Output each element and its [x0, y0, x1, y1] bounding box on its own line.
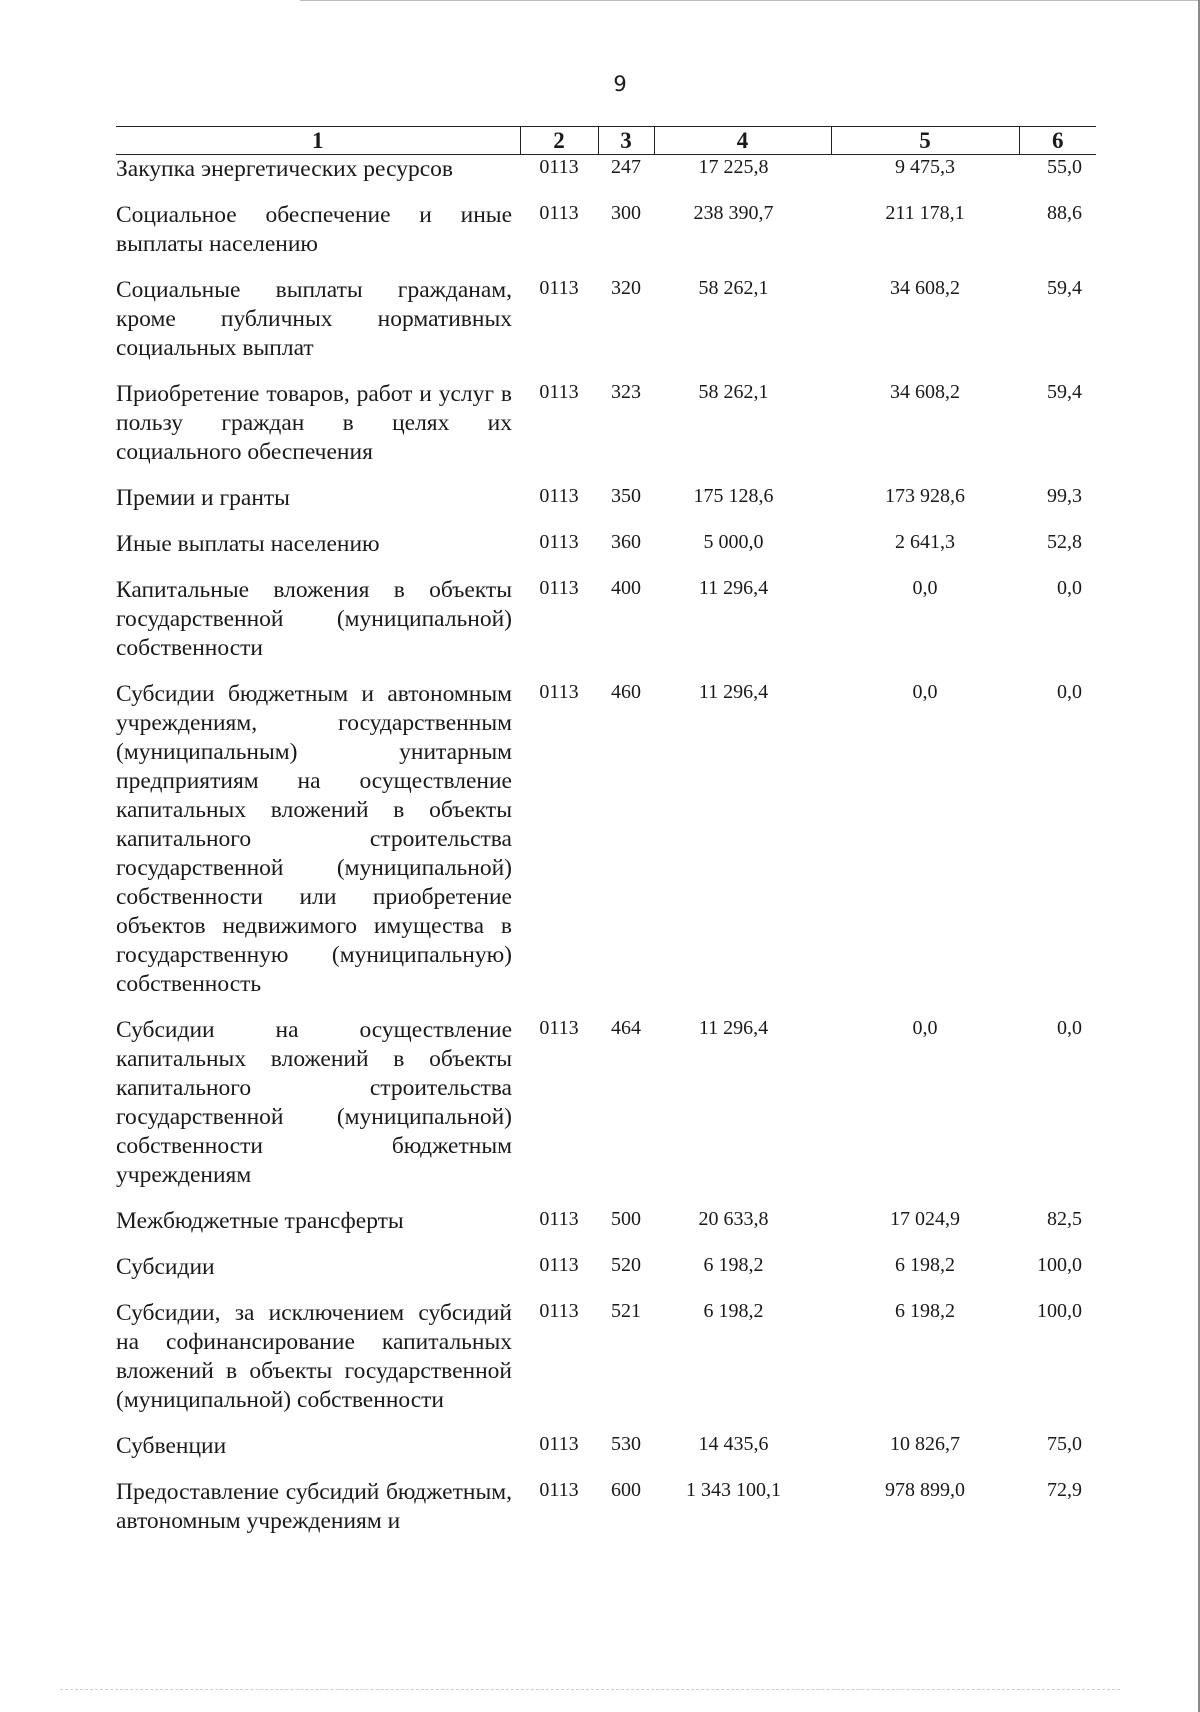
table-row — [116, 530, 1096, 576]
row-section: 0113 — [539, 1479, 579, 1501]
row-section: 0113 — [539, 1208, 579, 1230]
row-section: 0113 — [539, 531, 579, 553]
row-section: 0113 — [539, 1254, 579, 1276]
row-actual: 978 899,0 — [885, 1479, 965, 1501]
row-actual: 6 198,2 — [895, 1300, 955, 1322]
row-type: 323 — [611, 381, 641, 403]
row-actual: 173 928,6 — [885, 485, 965, 507]
row-actual: 34 608,2 — [890, 277, 960, 299]
row-type: 350 — [611, 485, 641, 507]
header-col-1: 1 — [116, 127, 520, 155]
scan-edge-bottom — [60, 1689, 1120, 1690]
row-name: Субсидии — [116, 1254, 215, 1280]
row-name: Межбюджетные трансферты — [116, 1208, 404, 1234]
row-plan: 20 633,8 — [698, 1208, 769, 1230]
table-row — [116, 1253, 1096, 1299]
row-type: 460 — [611, 681, 641, 703]
row-percent: 88,6 — [1047, 202, 1082, 224]
header-col-4: 4 — [654, 127, 831, 155]
header-col-2: 2 — [520, 127, 598, 155]
table-row — [116, 276, 1096, 380]
row-plan: 58 262,1 — [698, 381, 769, 403]
row-plan: 1 343 100,1 — [686, 1479, 781, 1501]
table-row — [116, 576, 1096, 680]
row-section: 0113 — [539, 485, 579, 507]
row-percent: 100,0 — [1037, 1254, 1082, 1276]
row-percent: 100,0 — [1037, 1300, 1082, 1322]
row-type: 300 — [611, 202, 641, 224]
page-number: 9 — [613, 72, 627, 96]
row-percent: 82,5 — [1047, 1208, 1082, 1230]
row-type: 500 — [611, 1208, 641, 1230]
table-row — [116, 155, 1096, 202]
row-type: 600 — [611, 1479, 641, 1501]
row-type: 360 — [611, 531, 641, 553]
row-section: 0113 — [539, 1433, 579, 1455]
row-name: Субсидии на осуществление капитальных вложений в объекты капитального строительства государственной (муниципальной) собственности бюджетным учреждениям — [116, 1017, 512, 1188]
row-type: 521 — [611, 1300, 641, 1322]
row-name: Социальное обеспечение и иные выплаты населению — [116, 202, 512, 257]
row-type: 320 — [611, 277, 641, 299]
row-actual: 9 475,3 — [895, 156, 955, 178]
row-plan: 5 000,0 — [703, 531, 764, 553]
row-type: 464 — [611, 1017, 641, 1039]
row-name: Иные выплаты населению — [116, 531, 380, 557]
row-type: 530 — [611, 1433, 641, 1455]
table-row — [116, 1207, 1096, 1253]
row-plan: 14 435,6 — [698, 1433, 769, 1455]
row-percent: 0,0 — [1057, 681, 1082, 703]
row-section: 0113 — [539, 202, 579, 224]
row-actual: 211 178,1 — [885, 202, 965, 224]
row-actual: 10 826,7 — [890, 1433, 960, 1455]
table-row — [116, 1478, 1096, 1553]
row-plan: 17 225,8 — [698, 156, 769, 178]
row-actual: 0,0 — [912, 1017, 938, 1039]
row-name: Предоставление субсидий бюджетным, автономным учреждениям и — [116, 1479, 512, 1534]
row-name: Субсидии бюджетным и автономным учреждениям, государственным (муниципальным) унитарным предприятиям на осуществление капитальных вложений в объекты капитального строительства государственной (муниципальной) собственности или приобретение объектов недвижимого имущества в государственную (муниципальную) собственность — [116, 681, 512, 997]
row-name: Субсидии, за исключением субсидий на софинансирование капитальных вложений в объекты государственной (муниципальной) собственности — [116, 1300, 512, 1413]
header-col-6: 6 — [1019, 127, 1096, 155]
row-plan: 11 296,4 — [698, 681, 769, 703]
row-section: 0113 — [539, 381, 579, 403]
header-col-5: 5 — [831, 127, 1019, 155]
row-plan: 58 262,1 — [698, 277, 769, 299]
row-section: 0113 — [539, 156, 579, 178]
row-plan: 6 198,2 — [703, 1254, 764, 1276]
row-percent: 0,0 — [1057, 1017, 1082, 1039]
row-name: Приобретение товаров, работ и услуг в пользу граждан в целях их социального обеспечения — [116, 381, 512, 465]
row-actual: 2 641,3 — [895, 531, 955, 553]
row-name: Премии и гранты — [116, 485, 290, 511]
row-percent: 72,9 — [1047, 1479, 1082, 1501]
table-row — [116, 680, 1096, 1016]
row-actual: 0,0 — [912, 681, 938, 703]
row-plan: 11 296,4 — [698, 577, 769, 599]
row-section: 0113 — [539, 277, 579, 299]
row-actual: 0,0 — [912, 577, 938, 599]
table-row — [116, 380, 1096, 484]
header-row — [116, 127, 1096, 155]
row-name: Социальные выплаты гражданам, кроме публичных нормативных социальных выплат — [116, 277, 512, 361]
row-percent: 59,4 — [1047, 381, 1082, 403]
row-percent: 0,0 — [1057, 577, 1082, 599]
row-actual: 34 608,2 — [890, 381, 960, 403]
row-type: 400 — [611, 577, 641, 599]
header-col-3: 3 — [598, 127, 654, 155]
row-section: 0113 — [539, 1300, 579, 1322]
row-plan: 175 128,6 — [693, 485, 774, 507]
row-percent: 52,8 — [1047, 531, 1082, 553]
row-type: 247 — [611, 156, 641, 178]
row-percent: 99,3 — [1047, 485, 1082, 507]
table-row — [116, 1016, 1096, 1207]
table-row — [116, 201, 1096, 276]
row-plan: 6 198,2 — [703, 1300, 764, 1322]
row-plan: 238 390,7 — [693, 202, 774, 224]
table-row — [116, 1299, 1096, 1432]
budget-table — [116, 126, 1096, 1553]
row-name: Капитальные вложения в объекты государственной (муниципальной) собственности — [116, 577, 512, 661]
row-actual: 17 024,9 — [890, 1208, 960, 1230]
table-row — [116, 1432, 1096, 1478]
row-type: 520 — [611, 1254, 641, 1276]
row-percent: 55,0 — [1047, 156, 1082, 178]
table-row — [116, 484, 1096, 530]
row-name: Закупка энергетических ресурсов — [116, 156, 453, 182]
scan-edge-top — [300, 0, 1200, 1]
row-actual: 6 198,2 — [895, 1254, 955, 1276]
row-percent: 75,0 — [1047, 1433, 1082, 1455]
row-section: 0113 — [539, 681, 579, 703]
row-plan: 11 296,4 — [698, 1017, 769, 1039]
row-section: 0113 — [539, 1017, 579, 1039]
row-name: Субвенции — [116, 1433, 227, 1459]
row-percent: 59,4 — [1047, 277, 1082, 299]
row-section: 0113 — [539, 577, 579, 599]
